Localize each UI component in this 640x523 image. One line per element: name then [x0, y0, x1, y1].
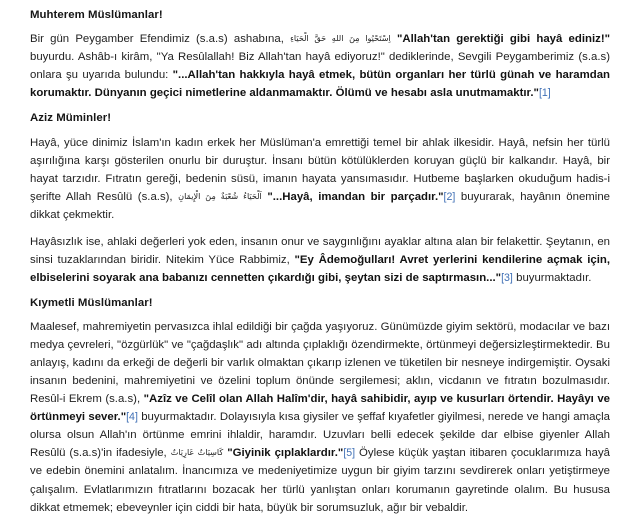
- emphasis-text: "Azîz ve Celîl olan Allah Halîm'dir, hayâ sahibidir, ayıp ve kusurları örtendir. Hayâyı ve örtünmeyi sever.": [30, 393, 610, 424]
- body-text: Hayâ, yüce dinimiz İslam'ın kadın erkek her Müslüman'a emrettiği temel bir ahlak ilkesidir. Hayâ, nefsin her türlü aşırılığına karşı gösterilen onurlu bir duruştur. İnsanı bütün kötülüklerden koruyan güçlü bir kalkandır. Hayâ, bir hayat tarzıdır. Fıtratın gereği, bedenin süsü, imanın hayata yansımasıdır. Hutbeme başlarken okuduğum hadis-i şerifte Allah Resûlü (s.a.s),: [30, 136, 610, 203]
- paragraph: [30, 134, 610, 224]
- paragraph: [30, 30, 610, 102]
- arabic-quotation: اَلْحَيَاءُ شُعْبَةٌ مِنَ الْإِيمَانِ: [178, 190, 262, 201]
- body-text: Hayâsızlık ise, ahlaki değerleri yok eden, insanın onur ve saygınlığını ayaklar altına alan bir felakettir. Şeytanın, en sinsi tuzaklarından biridir. Nitekim Yüce Rabbimiz,: [30, 235, 610, 266]
- arabic-quotation: اِسْتَحْيُوا مِنَ اللهِ حَقَّ الْحَيَاءِ: [290, 33, 391, 44]
- paragraph: [30, 318, 610, 516]
- footnote-reference[interactable]: [4]: [126, 411, 138, 424]
- emphasis-text: "Allah'tan gerektiği gibi hayâ ediniz!": [397, 33, 611, 46]
- body-text: Bir gün Peygamber Efendimiz (s.a.s) ashabına,: [30, 33, 291, 46]
- section-heading: Kıymetli Müslümanlar!: [30, 296, 153, 309]
- body-text: buyurarak, hayânın önemine dikkat çekmektir.: [30, 190, 610, 221]
- footnote-reference[interactable]: [2]: [443, 190, 456, 203]
- emphasis-text: "...Allah'tan hakkıyla hayâ etmek, bütün organları her türlü günah ve haramdan korumaktır. Dünyanın geçici nimetlerine aldanmamaktır. Ölümü ve hesabı asla unutmamaktır.": [30, 69, 611, 100]
- body-text: buyurdu. Ashâb-ı kirâm, "Ya Resûlallah! Biz Allah'tan hayâ ediyoruz!" dediklerinde, Sevgili Peygamberimiz (s.a.s) onlara şu uyarıda bulundu:: [30, 51, 610, 82]
- body-text: buyurmaktadır.: [512, 271, 592, 284]
- body-text: buyurmaktadır. Dolayısıyla kısa giysiler ve şeffaf kıyafetler giyilmesi, nerede ve hangi amaçla olursa olsun Allah'ın örtünme emrini ihlaldir, haramdır. Uzuvları belli edecek şekilde dar elbise giyenler Allah Resûlü (s.a.s)'in ifadesiyle,: [30, 411, 610, 460]
- arabic-quotation: كَاسِيَاتٌ عَارِيَاتٌ: [170, 447, 224, 458]
- footnote-reference[interactable]: [1]: [538, 87, 551, 100]
- emphasis-text: "...Hayâ, imandan bir parçadır.": [267, 190, 444, 203]
- footnote-reference[interactable]: [3]: [501, 271, 513, 284]
- paragraph: [30, 233, 610, 287]
- sermon-content: [30, 8, 610, 517]
- section-heading: Aziz Müminler!: [30, 112, 112, 125]
- footnote-reference[interactable]: [5]: [343, 447, 356, 460]
- emphasis-text: "Ey Âdemoğulları! Avret yerlerini kendilerine açmak için, elbiselerini soyarak ana babanızı cennetten çıkardığı gibi, şeytan sizi de saptırmasın...": [30, 253, 610, 284]
- body-text: Maalesef, mahremiyetin pervasızca ihlal edildiği bir çağda yaşıyoruz. Günümüzde giyim sektörü, modacılar ve bazı medya çevreleri, "özgürlük" ve "çağdaşlık" adı altında çıplaklığı özendirmekte, örtünmeyi değersizleştirmektedir. Bu anlayış, kadını da erkeği de değerli bir varlık olmaktan çıkarıp izlenen ve tüketilen bir nesneye indirgemiştir. Oysaki insanın bedenini, mahremiyetini ve özelini toplum önünde sergilemesi; aklın, vicdanın ve fıtratın bozulmasıdır. Resûl-i Ekrem (s.a.s),: [30, 321, 610, 406]
- body-text: Öylese küçük yaştan itibaren çocuklarımıza hayâ ve edebin önemini anlatalım. İnancımıza ve medeniyetimize uygun bir giyim tarzını sevdirerek onları yetiştirmeye çalışalım. Evlatlarımızın fıtratlarını bozacak her türlü yanlıştan onları korumanın gayretinde olalım. Bu hususa dikkat etmemek; ebeveynler için ciddi bir hata, büyük bir sorumsuzluk, ağır bir vebaldir.: [30, 447, 610, 514]
- emphasis-text: "Giyinik çıplaklardır.": [227, 447, 344, 460]
- section-heading: Muhterem Müslümanlar!: [30, 9, 163, 21]
